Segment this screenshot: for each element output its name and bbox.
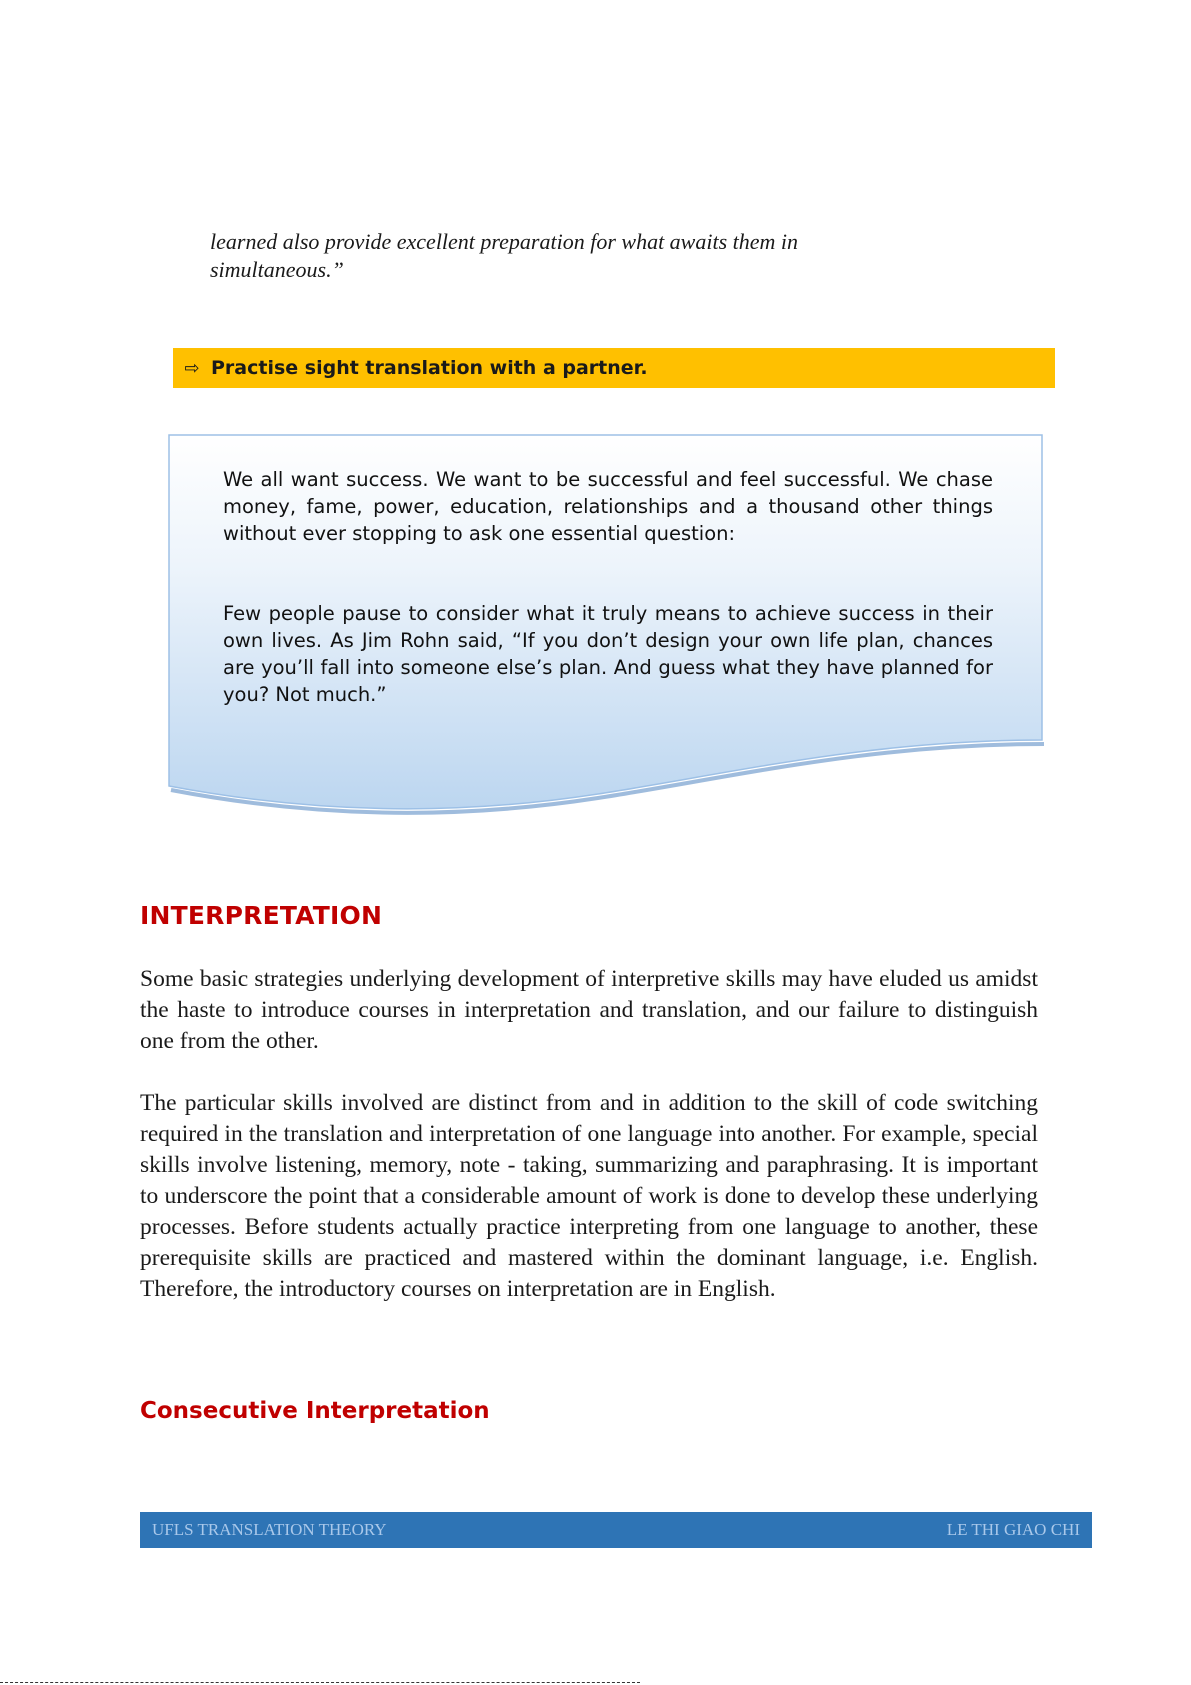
body-paragraph-1 xyxy=(140,964,1038,1057)
page-footer xyxy=(140,1512,1092,1548)
task-label: Practise sight translation with a partner. xyxy=(211,357,648,379)
callout-text xyxy=(223,466,993,708)
quote-line-2: simultaneous.” xyxy=(210,257,344,282)
footer-left-text: UFLS TRANSLATION THEORY xyxy=(152,1520,387,1539)
footer-right-text: LE THI GIAO CHI xyxy=(946,1520,1080,1539)
section-heading: INTERPRETATION xyxy=(140,901,383,930)
callout-paragraph-1: We all want success. We want to be successful and feel successful. We chase money, fame, power, education, relationships and a thousand other things without ever stopping to ask one essential question: xyxy=(223,468,993,545)
right-outline-arrow-icon: ⇨ xyxy=(184,357,200,379)
body-paragraph-1-text: Some basic strategies underlying development of interpretive skills may have eluded us amidst the haste to introduce courses in interpretation and translation, and our failure to distinguish one from the other. xyxy=(140,966,1038,1054)
page-bottom-rule xyxy=(0,1682,640,1683)
callout-paragraph-2: Few people pause to consider what it truly means to achieve success in their own lives. As Jim Rohn said, “If you don’t design your own life plan, chances are you’ll fall into someone else’s plan. And guess what they have planned for you? Not much.” xyxy=(223,602,993,706)
body-paragraph-2 xyxy=(140,1088,1038,1305)
sub-heading: Consecutive Interpretation xyxy=(140,1398,490,1424)
quote-line-1: learned also provide excellent preparation for what awaits them in xyxy=(210,229,799,254)
quote-block xyxy=(210,228,980,284)
task-bar xyxy=(173,348,1055,388)
body-paragraph-2-text: The particular skills involved are distinct from and in addition to the skill of code switching required in the translation and interpretation of one language into another. For example, special skills involve listening, memory, note - taking, summarizing and paraphrasing. It is important to underscore the point that a considerable amount of work is done to develop these underlying processes. Before students actually practice interpreting from one language to another, these prerequisite skills are practiced and mastered within the dominant language, i.e. English. Therefore, the introductory courses on interpretation are in English. xyxy=(140,1090,1038,1302)
